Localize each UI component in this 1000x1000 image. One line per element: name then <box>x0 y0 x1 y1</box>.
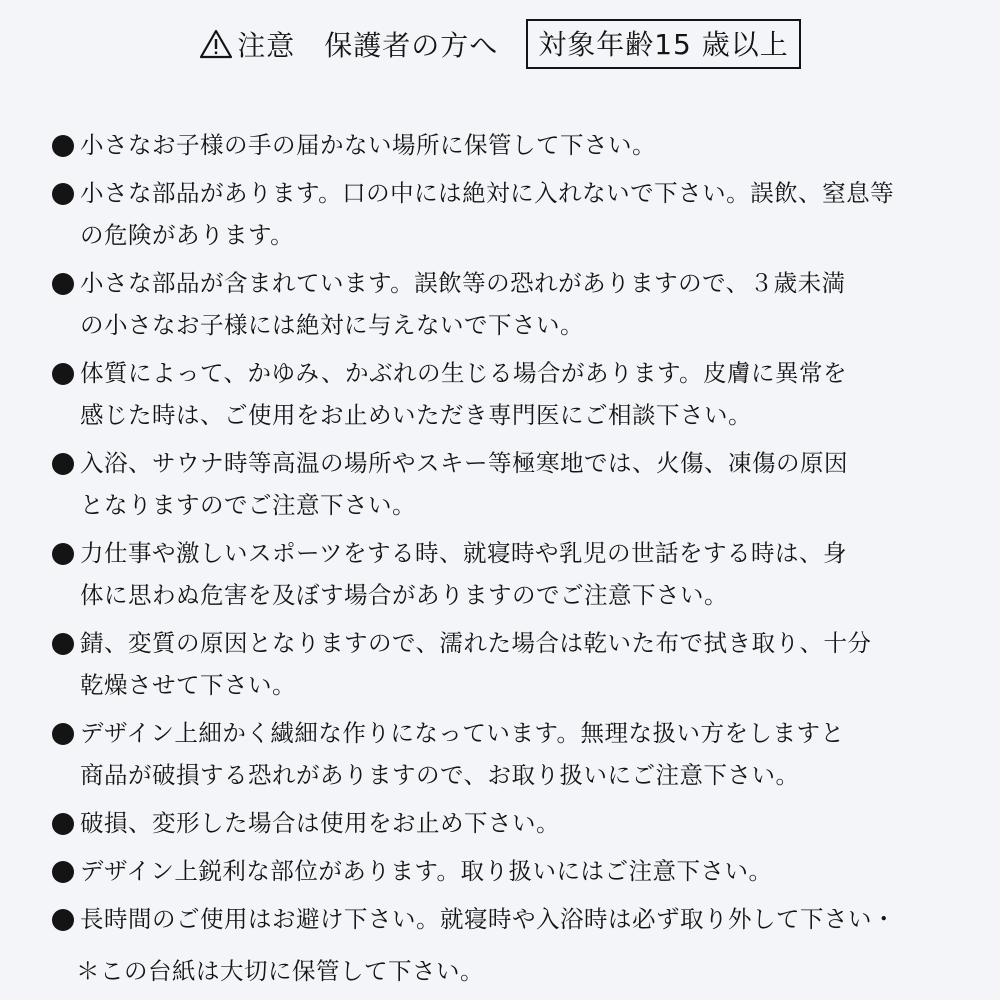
bullet-icon <box>52 723 74 745</box>
list-item <box>50 622 980 706</box>
warning-triangle-icon <box>199 29 233 59</box>
caution-header <box>0 14 1000 74</box>
list-item <box>50 898 980 940</box>
list-item <box>50 442 980 526</box>
bullet-icon <box>52 909 74 931</box>
bullet-icon <box>52 453 74 475</box>
list-item-text: 破損、変形した場合は使用をお止め下さい。 <box>80 809 560 837</box>
list-item-text: デザイン上細かく繊細な作りになっています。無理な扱い方をしますと 商品が破損する恐れがありますので、お取り扱いにご注意下さい。 <box>80 719 845 789</box>
list-item-text: 小さな部品が含まれています。誤飲等の恐れがありますので、３歳未満 の小さなお子様には絶対に与えないで下さい。 <box>80 269 846 339</box>
bullet-icon <box>52 135 74 157</box>
list-item <box>50 352 980 436</box>
list-item-text: 入浴、サウナ時等高温の場所やスキー等極寒地では、火傷、凍傷の原因 となりますのでご注意下さい。 <box>80 449 848 519</box>
list-item <box>50 262 980 346</box>
list-item-text: デザイン上鋭利な部位があります。取り扱いにはご注意下さい。 <box>80 857 773 885</box>
header-title: 注意 保護者の方へ <box>237 29 499 62</box>
list-item-text: 長時間のご使用はお避け下さい。就寝時や入浴時は必ず取り外して下さい・ <box>80 905 896 933</box>
bullet-icon <box>52 273 74 295</box>
caution-list <box>50 124 980 946</box>
list-item <box>50 802 980 844</box>
list-item <box>50 532 980 616</box>
list-item-text: 力仕事や激しいスポーツをする時、就寝時や乳児の世話をする時は、身 体に思わぬ危害を及ぼす場合がありますのでご注意下さい。 <box>80 539 848 609</box>
list-item-text: 小さなお子様の手の届かない場所に保管して下さい。 <box>80 131 656 159</box>
list-item-text: 小さな部品があります。口の中には絶対に入れないで下さい。誤飲、窒息等 の危険があります。 <box>80 179 895 249</box>
bullet-icon <box>52 633 74 655</box>
list-item <box>50 850 980 892</box>
bullet-icon <box>52 183 74 205</box>
list-item-text: 錆、変質の原因となりますので、濡れた場合は乾いた布で拭き取り、十分 乾燥させて下さい。 <box>80 629 872 699</box>
list-item-text: 体質によって、かゆみ、かぶれの生じる場合があります。皮膚に異常を 感じた時は、ご使用をお止めいただき専門医にご相談下さい。 <box>80 359 848 429</box>
bullet-icon <box>52 543 74 565</box>
list-item <box>50 124 980 166</box>
list-item <box>50 712 980 796</box>
age-notice-box: 対象年齢15 歳以上 <box>526 19 801 69</box>
footnote: ＊この台紙は大切に保管して下さい。 <box>76 957 484 985</box>
list-item <box>50 172 980 256</box>
bullet-icon <box>52 861 74 883</box>
bullet-icon <box>52 813 74 835</box>
bullet-icon <box>52 363 74 385</box>
